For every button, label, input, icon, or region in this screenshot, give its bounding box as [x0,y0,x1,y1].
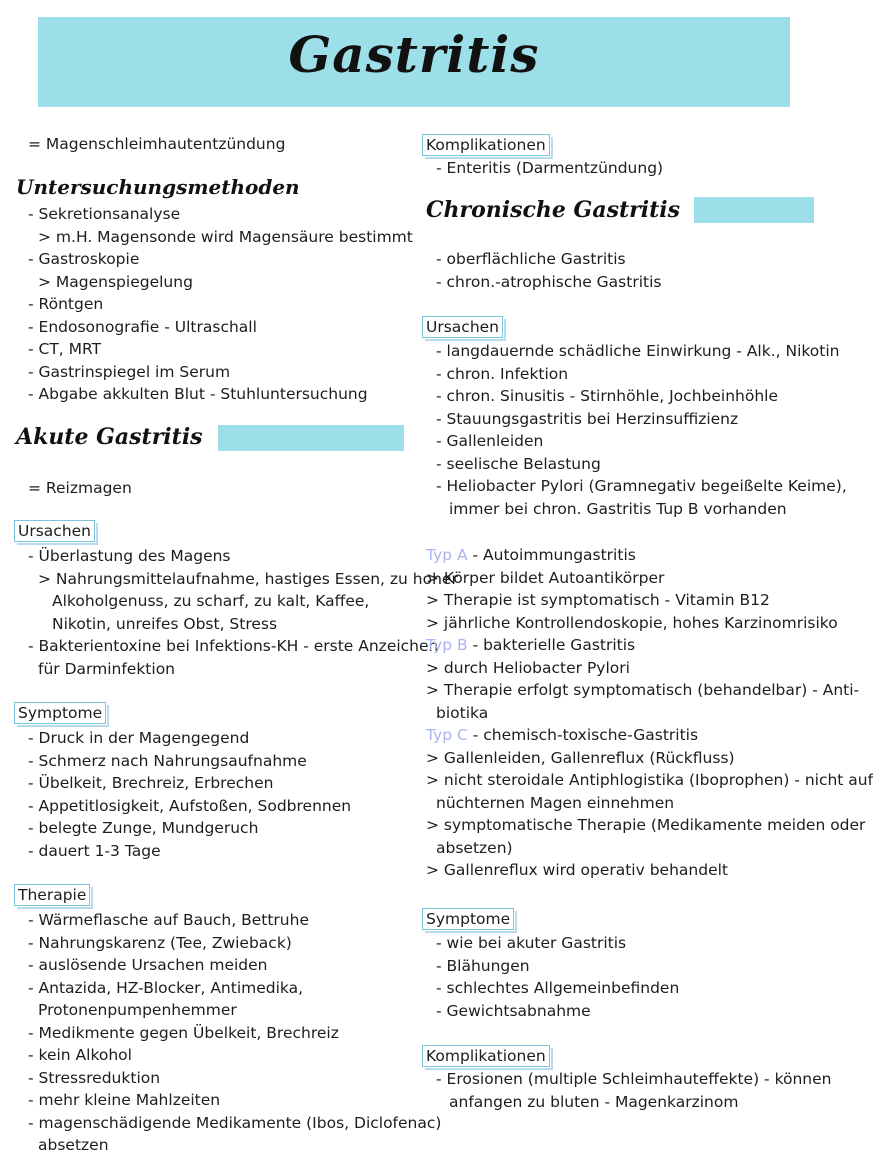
intro-definition: = Magenschleimhautentzündung [28,135,286,153]
section-heading-akut: Akute Gastritis [16,424,203,450]
chronisch-ursachen-label: Ursachen [422,316,503,338]
list-item: absetzen [38,1136,109,1154]
list-item: > nicht steroidale Antiphlogistika (Iboprophen) - nicht auf [426,771,873,789]
typ-a-title-line [422,544,873,567]
akut-symptome-label-wrap [14,702,106,724]
list-item: - Nahrungskarenz (Tee, Zwieback) [28,933,292,952]
list-item: - Abgabe akkulten Blut - Stuhluntersuchung [28,385,368,403]
list-item: immer bei chron. Gastritis Tup B vorhanden [449,499,787,518]
akut-komplikationen-label-wrap [422,134,550,156]
list-item: - Überlastung des Magens [28,547,231,565]
akut-ursachen-list [14,545,458,680]
akut-komplikationen-list [422,157,663,180]
chronisch-komplikationen-label-wrap [422,1045,550,1067]
list-item: - Enteritis (Darmentzündung) [436,159,664,177]
page-title: Gastritis [288,25,540,84]
list-item: - mehr kleine Mahlzeiten [28,1091,221,1109]
list-item: - Stauungsgastritis bei Herzinsuffizienz [436,409,739,428]
typ-b-title: - bakterielle Gastritis [467,636,636,654]
list-item: > Gallenleiden, Gallenreflux (Rückfluss) [426,748,735,767]
list-item: - chron. Infektion [436,364,569,383]
list-item: - Übelkeit, Brechreiz, Erbrechen [28,774,274,792]
list-item: - chron.-atrophische Gastritis [436,272,662,291]
list-item: - Bakterientoxine bei Infektions-KH - erste Anzeichen [28,637,439,655]
akut-ursachen-label: Ursachen [14,520,95,542]
chronisch-symptome-list [422,932,679,1022]
typ-b-title-line [422,634,873,657]
list-item: - Gewichtsabnahme [436,1001,591,1020]
list-item: > Magenspiegelung [38,272,193,291]
list-item: Nikotin, unreifes Obst, Stress [52,614,278,633]
section-heading-untersuchung: Untersuchungsmethoden [16,175,300,199]
list-item: - Gastroskopie [28,250,140,268]
akut-therapie-list [14,909,441,1157]
list-item: - chron. Sinusitis - Stirnhöhle, Jochbeinhöhle [436,387,778,405]
list-item: - wie bei akuter Gastritis [436,934,627,952]
list-item: - dauert 1-3 Tage [28,841,161,860]
akut-symptome-label: Symptome [14,702,106,724]
akut-therapie-label: Therapie [14,884,90,906]
list-item: > Körper bildet Autoantikörper [426,568,665,587]
list-item: - Stressreduktion [28,1068,161,1087]
list-item: - CT, MRT [28,340,102,358]
list-item: - Röntgen [28,295,104,313]
list-item: - magenschädigende Medikamente (Ibos, Diclofenac) [28,1113,442,1132]
heading-highlight-bar [218,425,404,451]
typ-a-label: Typ A [426,546,468,564]
chronisch-ursachen-list [422,340,847,520]
list-item: > durch Heliobacter Pylori [426,658,630,677]
chronisch-symptome-label-wrap [422,908,514,930]
akut-definition: = Reizmagen [28,479,132,497]
list-item: - Erosionen (multiple Schleimhauteffekte) - können [436,1070,832,1088]
typ-c-label: Typ C [426,726,468,744]
title-banner [38,17,790,107]
list-item: > Nahrungsmittelaufnahme, hastiges Essen, zu hoher [38,569,458,588]
heading-highlight-bar [694,197,814,223]
list-item: > m.H. Magensonde wird Magensäure bestimmt [38,227,413,246]
list-item: > Therapie ist symptomatisch - Vitamin B12 [426,591,770,609]
typ-c-title-line [422,724,873,747]
akut-therapie-label-wrap [14,884,90,906]
akut-symptome-list [14,727,351,862]
list-item: - Wärmeflasche auf Bauch, Bettruhe [28,911,309,929]
list-item: - langdauernde schädliche Einwirkung - Alk., Nikotin [436,342,840,360]
typ-a-title: - Autoimmungastritis [467,546,636,564]
list-item: > Gallenreflux wird operativ behandelt [426,861,728,879]
list-item: - Sekretionsanalyse [28,205,181,223]
chronisch-symptome-label: Symptome [422,908,514,930]
akut-ursachen-label-wrap [14,520,95,542]
list-item: - auslösende Ursachen meiden [28,956,268,974]
akut-komplikationen-label: Komplikationen [422,134,550,156]
typ-c-title: - chemisch-toxische-Gastritis [467,726,699,744]
list-item: Alkoholgenuss, zu scharf, zu kalt, Kaffee, [52,592,370,610]
chronisch-komplikationen-label: Komplikationen [422,1045,550,1067]
list-item: anfangen zu bluten - Magenkarzinom [449,1092,739,1111]
list-item: - Gallenleiden [436,432,544,450]
list-item: nüchternen Magen einnehmen [436,793,675,812]
list-item: - Heliobacter Pylori (Gramnegativ begeißelte Keime), [436,477,847,495]
list-item: - schlechtes Allgemeinbefinden [436,979,680,997]
list-item: > symptomatische Therapie (Medikamente meiden oder [426,816,866,834]
untersuchung-list [14,203,413,406]
list-item: - Gastrinspiegel im Serum [28,362,231,381]
list-item: - Endosonografie - Ultraschall [28,317,257,336]
list-item: - seelische Belastung [436,454,601,473]
section-heading-chronisch: Chronische Gastritis [426,197,680,223]
list-item: - Medikmente gegen Übelkeit, Brechreiz [28,1023,339,1042]
typ-b-label: Typ B [426,636,468,654]
list-item: Protonenpumpenhemmer [38,1001,237,1019]
list-item: für Darminfektion [38,659,176,678]
list-item: - Blähungen [436,956,530,975]
list-item: - Antazida, HZ-Blocker, Antimedika, [28,978,304,997]
chronisch-ursachen-label-wrap [422,316,503,338]
typ-a-block [422,544,873,882]
list-item: - Appetitlosigkeit, Aufstoßen, Sodbrennen [28,796,352,815]
chronisch-komplikationen-list [422,1068,831,1113]
list-item: > Therapie erfolgt symptomatisch (behandelbar) - Anti- [426,681,860,699]
list-item: - kein Alkohol [28,1046,132,1064]
list-item: biotika [436,703,489,722]
chronisch-types-list [422,248,661,293]
list-item: - Schmerz nach Nahrungsaufnahme [28,751,307,770]
list-item: - oberflächliche Gastritis [436,250,626,268]
list-item: - belegte Zunge, Mundgeruch [28,819,259,837]
list-item: > jährliche Kontrollendoskopie, hohes Karzinomrisiko [426,613,838,632]
list-item: absetzen) [436,838,513,857]
list-item: - Druck in der Magengegend [28,729,250,747]
